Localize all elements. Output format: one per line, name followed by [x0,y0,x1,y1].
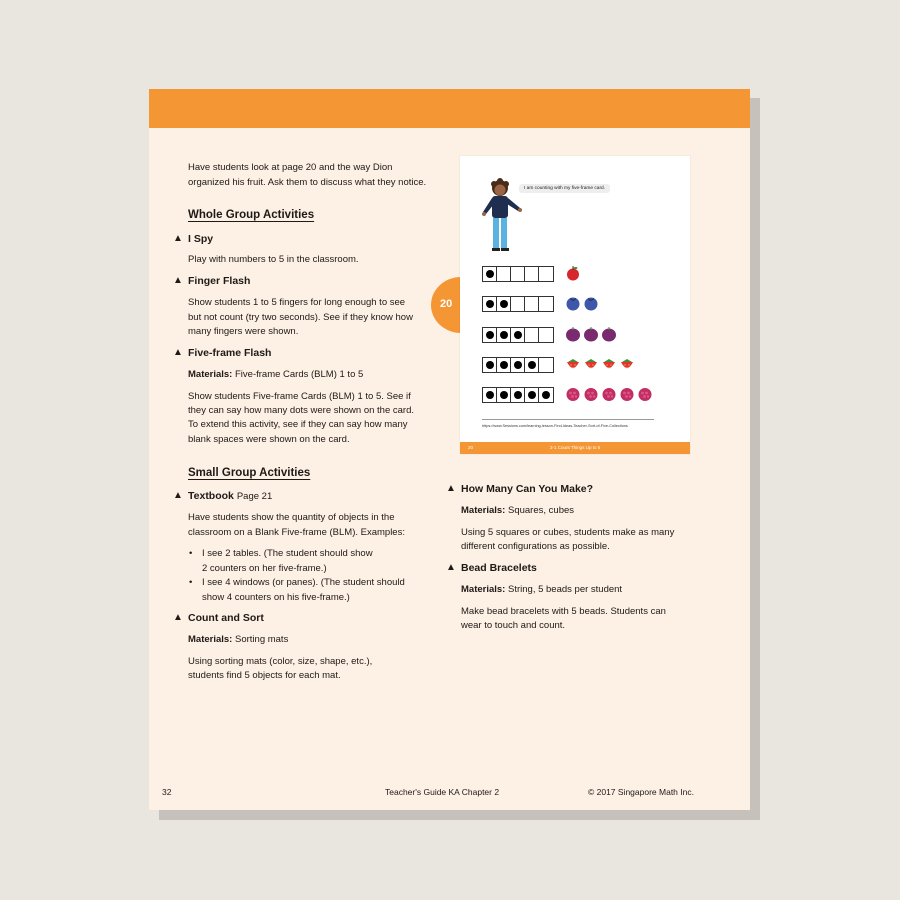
small-group-heading: Small Group Activities [188,467,311,479]
activity-title [446,562,537,574]
five-frame-dot [483,297,497,311]
materials-value: Squares, cubes [508,505,575,516]
intro-line: organized his fruit. Ask them to discuss what they notice. [188,177,427,188]
materials-label: Materials: [188,634,233,645]
fruit-group [565,326,617,342]
triangle-icon: ▲ [173,490,183,501]
activity-title-text: Textbook [188,490,234,502]
activity-title-text: I Spy [188,233,214,245]
plum-icon [601,326,617,342]
activity-text: Play with numbers to 5 in the classroom. [188,254,359,265]
activity-text: Have students show the quantity of objects in the [188,512,395,523]
activity-text: Make bead bracelets with 5 beads. Students can [461,606,666,617]
materials-line [188,633,288,648]
page-tab-label: 20 [440,298,453,310]
activity-text: Using 5 squares or cubes, students make as many [461,527,675,538]
plum-icon [565,326,581,342]
activity-text: but not count (try two seconds). See if they know how [188,312,413,323]
activity-title [173,233,214,245]
activity-title [173,347,272,359]
activity-text: many fingers were shown. [188,326,299,337]
thumbnail-section-title: 2-1 Count Things Up to 5 [550,445,601,450]
plum-icon [583,326,599,342]
five-frame-card [482,266,554,282]
five-frame-empty-cell [539,297,553,311]
activity-title-text: Five-frame Flash [188,347,272,359]
activity-text: Show students 1 to 5 fingers for long enough to see [188,297,406,308]
five-frame-empty-cell [525,297,539,311]
five-frame-card [482,357,554,373]
materials-value: String, 5 beads per student [508,584,623,595]
five-frame-empty-cell [539,358,553,372]
materials-label: Materials: [461,584,506,595]
fruit-group [565,386,653,402]
raspberry-icon [601,386,617,402]
speech-bubble: I am counting with my five-frame card. [519,184,610,193]
strawberry-icon [619,356,635,372]
blueberry-icon [565,295,581,311]
bullet-line: show 4 counters on his five-frame.) [202,591,350,603]
five-frame-card [482,296,554,312]
five-frame-dot [483,358,497,372]
five-frame-dot [483,388,497,402]
activity-text: To extend this activity, see if they can say how many [188,419,408,430]
thumbnail-footer-bar [460,442,690,454]
materials-line [461,583,622,598]
activity-title [446,483,594,495]
activity-text: students find 5 objects for each mat. [188,670,341,681]
five-frame-dot [539,388,553,402]
five-frame-dot [511,388,525,402]
five-frame-dot [497,328,511,342]
triangle-icon: ▲ [173,612,183,623]
triangle-icon: ▲ [173,275,183,286]
activity-title-text: Bead Bracelets [461,562,537,574]
materials-line [188,368,363,383]
raspberry-icon [565,386,581,402]
divider [482,419,654,420]
page-reference: Page 21 [236,491,273,502]
example-bullet [189,547,373,576]
activity-text: wear to touch and count. [461,620,566,631]
guide-page [149,89,750,810]
thumbnail-page-number: 20 [468,445,474,450]
five-frame-dot [525,388,539,402]
triangle-icon: ▲ [173,347,183,358]
five-frame-empty-cell [525,328,539,342]
textbook-page-thumbnail [460,156,690,454]
activity-title [173,275,251,287]
activity-text: classroom on a Blank Five-frame (BLM). Examples: [188,527,405,538]
activity-text: they can say how many dots were shown on the card. [188,405,415,416]
triangle-icon: ▲ [446,562,456,573]
activity-text: Show students Five-frame Cards (BLM) 1 to 5. See if [188,391,411,402]
five-frame-dot [497,297,511,311]
whole-group-heading: Whole Group Activities [188,209,315,221]
five-frame-card [482,387,554,403]
strawberry-icon [601,356,617,372]
activity-text: Using sorting mats (color, size, shape, etc.), [188,656,373,667]
header-band [149,89,750,128]
blueberry-icon [583,295,599,311]
five-frame-dot [497,358,511,372]
five-frame-dot [483,328,497,342]
intro-line: Have students look at page 20 and the way Dion [188,162,393,173]
activity-title-text: Finger Flash [188,275,251,287]
five-frame-empty-cell [511,267,525,281]
materials-value: Sorting mats [235,634,289,645]
five-frame-empty-cell [525,267,539,281]
materials-line [461,504,574,519]
materials-value: Five-frame Cards (BLM) 1 to 5 [235,369,364,380]
apple-icon [565,265,581,281]
thumbnail-footnote: https://www.Sessions.com/learning-lesson-Find-Ideas-Teacher-Sort-of-Five-Collections [482,424,628,428]
strawberry-icon [583,356,599,372]
five-frame-dot [511,328,525,342]
bullet-icon: • [189,548,193,559]
five-frame-empty-cell [497,267,511,281]
activity-title [173,612,264,624]
strawberry-icon [565,356,581,372]
materials-label: Materials: [461,505,506,516]
bullet-line: I see 4 windows (or panes). (The student should [202,577,405,588]
fruit-group [565,265,581,281]
five-frame-dot [483,267,497,281]
example-bullet [189,576,405,605]
activity-title-text: Count and Sort [188,612,264,624]
footer-page-number: 32 [162,787,172,797]
triangle-icon: ▲ [173,233,183,244]
triangle-icon: ▲ [446,483,456,494]
raspberry-icon [583,386,599,402]
five-frame-dot [525,358,539,372]
fruit-group [565,356,635,372]
five-frame-empty-cell [511,297,525,311]
raspberry-icon [619,386,635,402]
footer-title: Teacher's Guide KA Chapter 2 [385,787,500,797]
five-frame-dot [497,388,511,402]
bullet-line: 2 counters on her five-frame.) [202,562,327,574]
activity-title [173,490,273,502]
bullet-icon: • [189,577,193,588]
fruit-group [565,295,599,311]
activity-text: different configurations as possible. [461,541,610,552]
five-frame-dot [511,358,525,372]
bullet-line: I see 2 tables. (The student should show [202,548,373,559]
activity-text: blank spaces were shown on the card. [188,434,350,445]
five-frame-empty-cell [539,267,553,281]
five-frame-empty-cell [539,328,553,342]
footer-copyright: © 2017 Singapore Math Inc. [588,787,694,797]
raspberry-icon [637,386,653,402]
materials-label: Materials: [188,369,233,380]
activity-title-text: How Many Can You Make? [461,483,594,495]
five-frame-card [482,327,554,343]
